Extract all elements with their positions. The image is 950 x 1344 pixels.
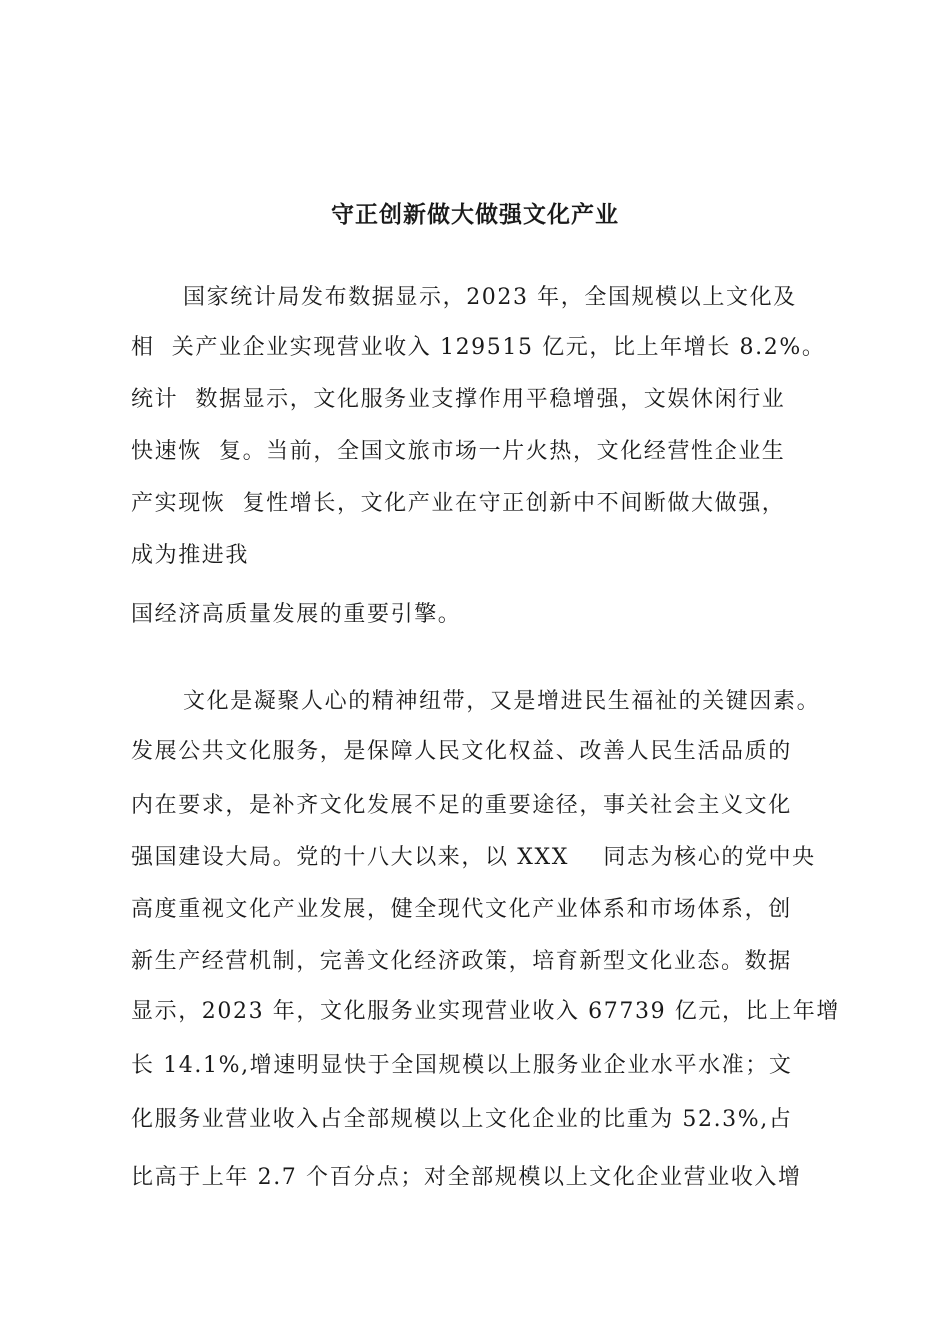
paragraph-line: 国家统计局发布数据显示，2023 年，全国规模以上文化及 xyxy=(183,285,797,310)
document-title: 守正创新做大做强文化产业 xyxy=(331,202,619,228)
paragraph-line: 国经济高质量发展的重要引擎。 xyxy=(131,602,462,627)
paragraph-line: 相 关产业企业实现营业收入 129515 亿元，比上年增长 8.2%。 xyxy=(131,335,826,360)
paragraph-line: 强国建设大局。党的十八大以来，以 XXX 同志为核心的党中央 xyxy=(131,845,816,870)
paragraph-line: 统计 数据显示，文化服务业支撑作用平稳增强，文娱休闲行业 xyxy=(131,387,786,412)
paragraph-line: 产实现恢 复性增长，文化产业在守正创新中不间断做大做强， xyxy=(131,491,786,516)
paragraph-line: 高度重视文化产业发展，健全现代文化产业体系和市场体系，创 xyxy=(131,897,792,922)
paragraph-line: 成为推进我 xyxy=(131,543,250,568)
paragraph-line: 长 14.1%,增速明显快于全国规模以上服务业企业水平水准；文 xyxy=(131,1053,793,1078)
paragraph-line: 快速恢 复。当前，全国文旅市场一片火热，文化经营性企业生 xyxy=(131,439,786,464)
paragraph-line: 发展公共文化服务，是保障人民文化权益、改善人民生活品质的 xyxy=(131,739,792,764)
paragraph-line: 新生产经营机制，完善文化经济政策，培育新型文化业态。数据 xyxy=(131,949,792,974)
paragraph-line: 内在要求，是补齐文化发展不足的重要途径，事关社会主义文化 xyxy=(131,793,792,818)
paragraph-line: 比高于上年 2.7 个百分点；对全部规模以上文化企业营业收入增 xyxy=(131,1165,802,1190)
paragraph-line: 化服务业营业收入占全部规模以上文化企业的比重为 52.3%,占 xyxy=(131,1107,793,1132)
paragraph-line: 显示，2023 年，文化服务业实现营业收入 67739 亿元，比上年增 xyxy=(131,999,840,1024)
paragraph-line: 文化是凝聚人心的精神纽带，又是增进民生福祉的关键因素。 xyxy=(183,689,821,714)
